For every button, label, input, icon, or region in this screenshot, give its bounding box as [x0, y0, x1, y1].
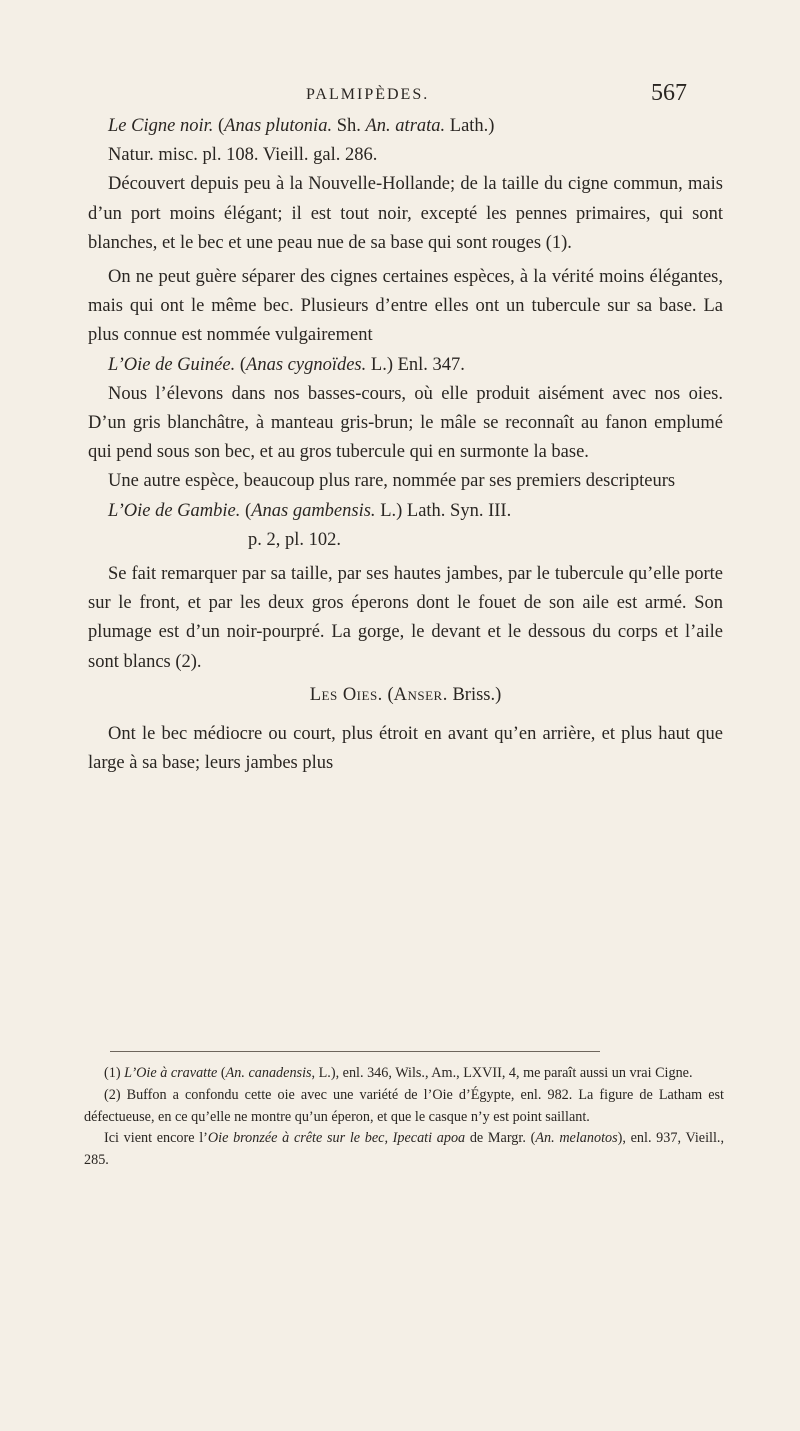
species-name: Le Cigne noir. — [108, 116, 214, 136]
entry-black-swan: Le Cigne noir. (Anas plutonia. Sh. An. atrata. Lath.) Natur. misc. pl. 108. Vieill. gal. 286. — [108, 116, 495, 166]
running-title: PALMIPÈDES. — [306, 86, 430, 103]
paragraph: Ont le bec médiocre ou court, plus étroit en avant qu’en arrière, et plus haut que large à sa base; leurs jambes plus — [88, 724, 723, 774]
species-name: Oie bronzée à crête sur le bec, Ipecati apoa — [207, 1130, 466, 1147]
synonym: An. canadensis — [225, 1065, 312, 1081]
page-number: 567 — [651, 80, 687, 106]
footnote-1: (1) L’Oie à cravatte (An. canadensis, L.), enl. 346, Wils., Am., LXVII, 4, me paraît aussi un vrai Cigne. — [104, 1065, 693, 1081]
synonym: Anas plutonia. — [224, 116, 333, 136]
footnote-2: (2) Buffon a confondu cette oie avec une variété de l’Oie d’Égypte, enl. 982. La figure de Latham est défectueuse, en ce qu’elle ne montre qu’un éperon, et que le casque n’y est point saillant. — [84, 1086, 724, 1125]
reference: Natur. misc. pl. 108. Vieill. gal. 286. — [108, 145, 378, 166]
reference: p. 2, pl. 102. — [248, 529, 342, 550]
footnotes — [84, 1063, 724, 1172]
species-name: L’Oie de Guinée. — [108, 354, 236, 375]
genus-name: Anser. — [393, 684, 448, 705]
running-head — [0, 80, 800, 110]
main-text — [88, 112, 723, 778]
paragraph: Se fait remarquer par sa taille, par ses hautes jambes, par le tubercule qu’elle porte sur le front, et par les deux gros éperons dont le fouet de son aile est armé. Son plumage est d’un noir-pourpré. La gorge, le devant et le dessous du corps et l’aile sont blancs (2). — [88, 564, 723, 672]
entry-gambia-goose: L’Oie de Gambie. (Anas gambensis. L.) Lath. Syn. III. p. 2, pl. 102. — [108, 500, 512, 550]
synonym: An. atrata. — [365, 116, 446, 136]
paragraph: Découvert depuis peu à la Nouvelle-Hollande; de la taille du cigne commun, mais d’un port moins élégant; il est tout noir, excepté les pennes primaires, qui sont blanches, et le bec et une peau nue de sa base qui sont rouges (1). — [88, 174, 723, 253]
synonym: Anas cygnoïdes. — [246, 354, 367, 375]
paragraph: Une autre espèce, beaucoup plus rare, nommée par ses premiers descripteurs — [108, 471, 676, 492]
entry-guinea-goose: L’Oie de Guinée. (Anas cygnoïdes. L.) Enl. 347. — [108, 354, 465, 375]
footnote-rule — [110, 1051, 600, 1052]
species-name: L’Oie de Gambie. — [108, 500, 241, 521]
species-name: L’Oie à cravatte — [124, 1065, 218, 1081]
section-heading-geese: Les Oies. (Anser. Briss.) — [309, 684, 502, 705]
paragraph: Nous l’élevons dans nos basses-cours, où elle produit aisément avec nos oies. D’un gris blanchâtre, à manteau gris-brun; le mâle se reconnaît au fanon emplumé qui pend sous son bec, et au gros tubercule qui en surmonte la base. — [88, 383, 723, 463]
paragraph: On ne peut guère séparer des cignes certaines espèces, à la vérité moins élégantes, mais qui ont le même bec. Plusieurs d’entre elles ont un tubercule sur sa base. La plus connue est nommée vulgairement — [88, 267, 723, 346]
footnote-3: Ici vient encore l’Oie bronzée à crête sur le bec, Ipecati apoa de Margr. (An. melanotos), enl. 937, Vieill., 285. — [84, 1130, 724, 1169]
section-heading: Les Oies. — [309, 684, 383, 705]
synonym: Anas gambensis. — [251, 500, 376, 521]
synonym: An. melanotos — [535, 1130, 618, 1147]
